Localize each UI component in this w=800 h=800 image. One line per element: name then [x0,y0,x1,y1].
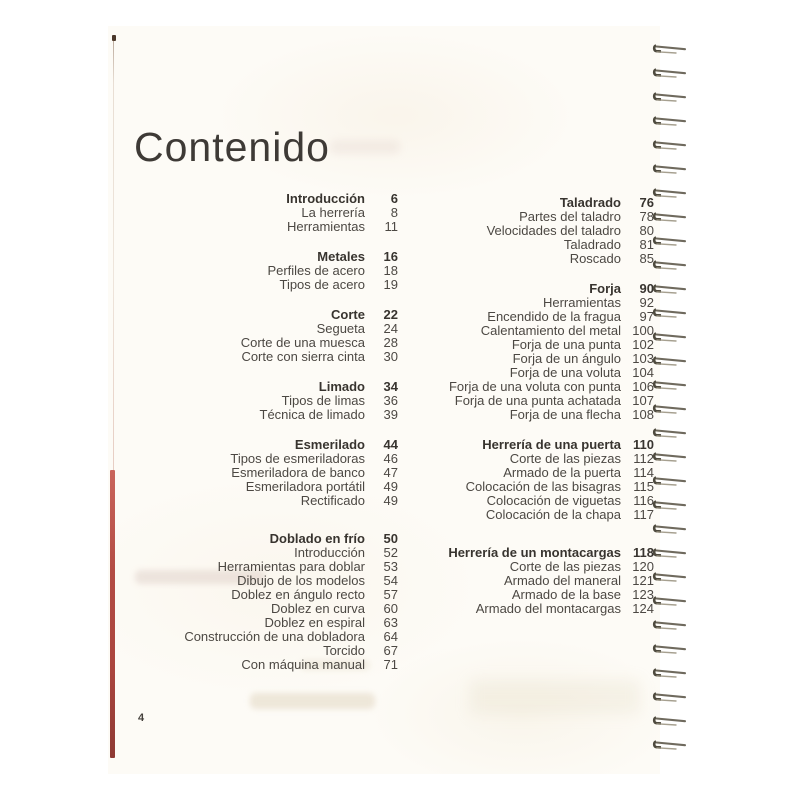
toc-page-number: 8 [390,205,398,220]
toc-entry [148,322,398,336]
toc-entry-label: Corte de una muesca [240,335,365,350]
toc-entry [408,408,654,422]
toc-entry [148,220,398,234]
toc-entry [148,588,398,602]
toc-entry-label: Partes del taladro [519,209,621,224]
toc-entry [408,238,654,252]
toc-page-number: 60 [383,601,398,616]
toc-entry-label: Velocidades del taladro [486,223,621,238]
toc-page-number: 107 [632,393,654,408]
toc-page-number: 71 [383,657,398,672]
toc-entry-label: Rectificado [300,493,365,508]
toc-entry-label: Armado de la base [511,587,621,602]
toc-entry [148,480,398,494]
coil-icon [652,666,690,678]
toc-entry-label: Forja de un ángulo [512,351,621,366]
toc-page-number: 92 [639,295,654,310]
toc-entry-label: Construcción de una dobladora [184,629,365,644]
toc-entry [408,338,654,352]
toc-entry-label: Con máquina manual [241,657,365,672]
toc-section-header [408,282,654,296]
toc-entry-label: Corte con sierra cinta [241,349,365,364]
toc-entry [148,466,398,480]
toc-entry [408,366,654,380]
toc-entry-label: Taladrado [563,237,621,252]
toc-entry [148,574,398,588]
toc-entry [148,452,398,466]
coil-icon [652,714,690,726]
toc-section-title: Taladrado [559,195,621,210]
toc-entry-label: Armado de la puerta [503,465,621,480]
toc-page-number: 78 [639,209,654,224]
toc-entry [148,494,398,508]
toc-section-header [148,192,398,206]
toc-page-number: 47 [383,465,398,480]
toc-page-number: 46 [383,451,398,466]
toc-section-header [408,438,654,452]
toc-section-header [148,438,398,452]
toc-page-number: 18 [383,263,398,278]
toc-page-number: 67 [383,643,398,658]
toc-page-number: 117 [633,507,654,522]
toc-section [408,438,654,522]
toc-entry [148,394,398,408]
page-title: Contenido [134,124,330,170]
coil-icon [652,282,690,294]
toc-page-number: 100 [632,323,654,338]
toc-entry-label: Roscado [569,251,621,266]
toc-entry-label: Forja de una voluta [509,365,621,380]
toc-page-number: 57 [383,587,398,602]
toc-entry-label: Forja de una punta achatada [454,393,621,408]
toc-entry [148,560,398,574]
toc-page-number: 44 [383,437,398,452]
toc-section-title: Herrería de un montacargas [448,545,621,560]
coil-icon [652,138,690,150]
toc-page-number: 120 [632,559,654,574]
coil-icon [652,498,690,510]
toc-entry-label: Calentamiento del metal [480,323,621,338]
toc-page-number: 50 [383,531,398,546]
toc-entry [408,588,654,602]
toc-entry [408,210,654,224]
toc-page-number: 118 [633,545,654,560]
toc-page-number: 52 [383,545,398,560]
coil-icon [652,474,690,486]
toc-section-title: Esmerilado [294,437,365,452]
toc-entry-label: Dibujo de los modelos [237,573,365,588]
toc-entry [148,644,398,658]
toc-entry-label: Herramientas [542,295,621,310]
toc-entry [408,380,654,394]
coil-icon [652,162,690,174]
toc-entry [408,394,654,408]
coil-icon [652,66,690,78]
page-edge-line [113,40,114,470]
toc-entry-label: Colocación de la chapa [485,507,621,522]
toc-page-number: 19 [383,277,398,292]
toc-section-header [408,546,654,560]
toc-entry [408,466,654,480]
coil-icon [652,450,690,462]
toc-entry [408,296,654,310]
toc-entry-label: Encendido de la fragua [487,309,621,324]
toc-section-header [148,250,398,264]
toc-entry-label: Colocación de las bisagras [465,479,621,494]
toc-entry [408,352,654,366]
toc-page-number: 49 [383,493,398,508]
toc-section [148,192,398,234]
toc-page-number: 104 [632,365,654,380]
toc-entry [408,574,654,588]
toc-column-left [148,192,398,672]
toc-page-number: 49 [383,479,398,494]
coil-icon [652,234,690,246]
toc-entry [148,546,398,560]
coil-icon [652,378,690,390]
toc-section-title: Doblado en frío [269,531,365,546]
toc-section [408,196,654,266]
toc-entry [148,408,398,422]
coil-icon [652,738,690,750]
toc-page-number: 53 [383,559,398,574]
toc-page-number: 30 [383,349,398,364]
toc-entry-label: Esmeriladora de banco [231,465,365,480]
toc-page-number: 106 [632,379,654,394]
toc-entry-label: Tipos de limas [281,393,365,408]
toc-entry-label: Herramientas [286,219,365,234]
toc-entry-label: Forja de una punta [511,337,621,352]
toc-section [408,282,654,422]
toc-entry [408,452,654,466]
toc-entry-label: Esmeriladora portátil [245,479,365,494]
toc-page-number: 112 [633,451,654,466]
toc-entry [148,278,398,292]
coil-icon [652,402,690,414]
bleed-through-smudge [470,680,640,714]
toc-section-title: Herrería de una puerta [482,437,621,452]
toc-page-number: 28 [383,335,398,350]
coil-icon [652,642,690,654]
toc-entry-label: Segueta [316,321,365,336]
toc-section-title: Corte [331,307,365,322]
toc-page-number: 110 [633,437,654,452]
bleed-through-smudge [330,140,400,154]
toc-entry-label: Doblez en espiral [264,615,365,630]
toc-entry [408,324,654,338]
toc-entry [148,264,398,278]
toc-entry [408,508,654,522]
toc-entry [148,206,398,220]
coil-icon [652,306,690,318]
toc-entry-label: Corte de las piezas [509,559,621,574]
toc-entry-label: Corte de las piezas [509,451,621,466]
toc-section [148,308,398,364]
coil-icon [652,426,690,438]
toc-section [408,546,654,616]
toc-entry-label: Doblez en curva [271,601,365,616]
toc-page-number: 123 [632,587,654,602]
toc-page-number: 6 [390,191,398,206]
toc-entry [408,252,654,266]
toc-page-number: 114 [633,465,654,480]
toc-page-number: 39 [383,407,398,422]
toc-entry-label: Introducción [294,545,365,560]
toc-entry-label: Torcido [323,643,365,658]
red-accent-stripe [110,470,115,758]
toc-entry [408,494,654,508]
toc-entry-label: Tipos de acero [279,277,365,292]
toc-page-number: 115 [633,479,654,494]
toc-page-number: 121 [632,573,654,588]
toc-section-header [408,196,654,210]
toc-entry-label: Perfiles de acero [267,263,365,278]
coil-icon [652,90,690,102]
toc-page-number: 76 [639,195,654,210]
toc-page-number: 11 [384,219,398,234]
toc-section-header [148,308,398,322]
coil-icon [652,522,690,534]
toc-page-number: 22 [383,307,398,322]
toc-section-title: Limado [318,379,365,394]
toc-entry [148,616,398,630]
toc-entry [408,480,654,494]
toc-entry-label: Forja de una voluta con punta [448,379,621,394]
toc-page-number: 116 [633,493,654,508]
toc-section-title: Introducción [286,191,365,206]
bleed-through-smudge [250,693,375,709]
coil-icon [652,114,690,126]
toc-entry [148,630,398,644]
toc-entry-label: Armado del maneral [503,573,621,588]
toc-column-right [408,196,654,616]
toc-entry [148,336,398,350]
toc-entry-label: Doblez en ángulo recto [231,587,365,602]
coil-icon [652,570,690,582]
toc-entry-label: La herrería [301,205,365,220]
toc-section [148,532,398,672]
coil-icon [652,618,690,630]
toc-entry-label: Tipos de esmeriladoras [230,451,365,466]
spiral-binding [652,42,690,750]
toc-entry [408,602,654,616]
coil-icon [652,186,690,198]
toc-entry [408,224,654,238]
toc-page-number: 124 [632,601,654,616]
toc-entry [148,350,398,364]
toc-page-number: 102 [632,337,654,352]
toc-entry-label: Armado del montacargas [475,601,621,616]
coil-icon [652,42,690,54]
toc-page-number: 81 [639,237,654,252]
toc-page-number: 85 [639,251,654,266]
toc-page-number: 103 [632,351,654,366]
toc-page-number: 90 [639,281,654,296]
toc-section-header [148,380,398,394]
toc-page-number: 80 [639,223,654,238]
toc-entry-label: Forja de una flecha [509,407,621,422]
toc-section [148,438,398,508]
coil-icon [652,258,690,270]
coil-icon [652,210,690,222]
toc-entry [148,658,398,672]
toc-page-number: 108 [632,407,654,422]
toc-page-number: 24 [383,321,398,336]
toc-entry-label: Colocación de viguetas [486,493,621,508]
toc-entry [408,310,654,324]
toc-page-number: 63 [383,615,398,630]
coil-icon [652,594,690,606]
toc-entry-label: Herramientas para doblar [217,559,365,574]
coil-icon [652,546,690,558]
coil-icon [652,330,690,342]
toc-section-header [148,532,398,546]
toc-entry [408,560,654,574]
toc-page-number: 34 [383,379,398,394]
toc-page-number: 36 [383,393,398,408]
toc-section [148,380,398,422]
toc-page-number: 16 [383,249,398,264]
toc-section [148,250,398,292]
coil-icon [652,354,690,366]
toc-section-title: Metales [317,249,365,264]
coil-icon [652,690,690,702]
toc-section-title: Forja [589,281,621,296]
toc-entry-label: Técnica de limado [259,407,365,422]
page-number: 4 [138,712,145,724]
toc-page-number: 54 [383,573,398,588]
toc-entry [148,602,398,616]
toc-page-number: 97 [639,309,654,324]
toc-page-number: 64 [383,629,398,644]
